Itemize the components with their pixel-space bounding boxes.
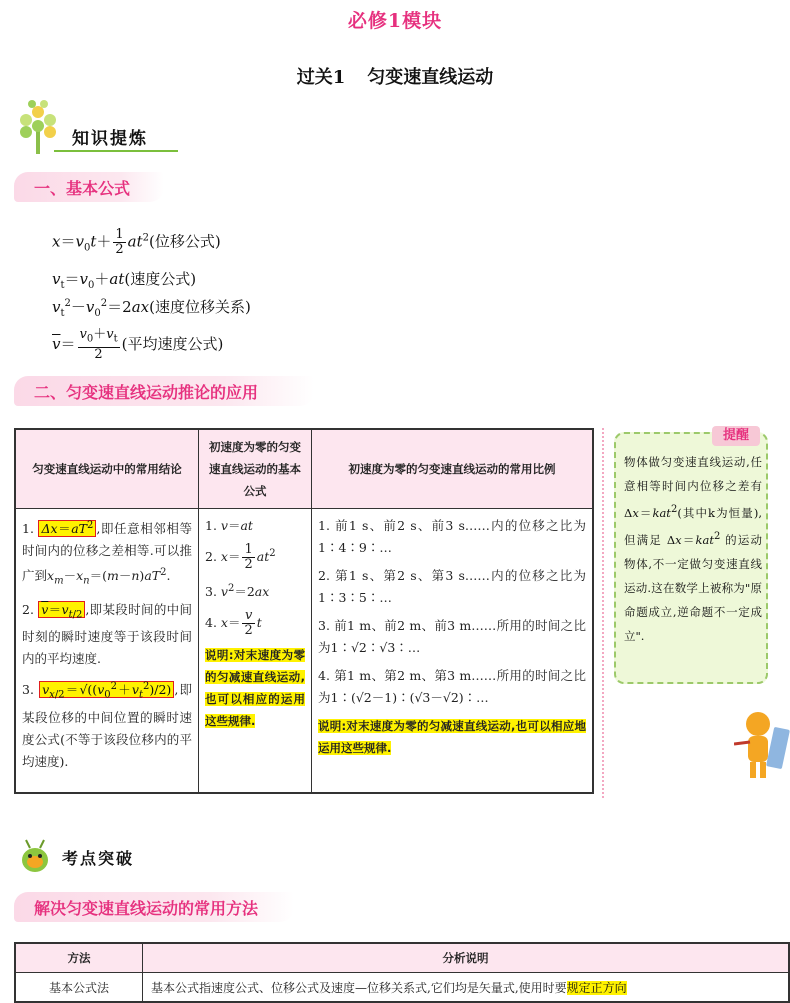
col3-header: 初速度为零的匀变速直线运动的常用比例: [312, 429, 594, 509]
col1-item3: 3. $v_{x/2}=√((v_0^2+v_t^2)/2)$ ,即某段位移的中间位置的瞬时速度公式(不等于该段位移内的平均速度).: [22, 681, 192, 769]
col1-item1: 1. $\Delta x=aT^2$ ,即任意相邻相等时间内的位移之差相等.可以推广到$x_m-x_n=(m-n)aT^2$.: [22, 520, 192, 587]
reminder-box: [614, 428, 768, 684]
formula3-note: (速度位移关系): [149, 298, 251, 316]
knowledge-banner-label: 知识提炼: [72, 129, 148, 149]
analysis-header: 分析说明: [143, 943, 790, 973]
col3-item3: 3. 前1 m、前2 m、前3 m……所用的时间之比为1∶√2∶√3∶…: [318, 618, 586, 655]
col2-item1: 1. v＝at: [205, 518, 253, 533]
bug-mascot-icon: [18, 838, 52, 874]
exam-banner-label: 考点突破: [62, 849, 135, 868]
col3-item4: 4. 第1 m、第2 m、第3 m……所用的时间之比为1∶(√2－1)∶(√3－√2)∶…: [318, 668, 586, 705]
col3-item2: 2. 第1 s、第2 s、第3 s……内的位移之比为1∶3∶5∶…: [318, 568, 586, 605]
col2-header: 初速度为零的匀变速直线运动的基本公式: [199, 429, 312, 509]
col1-header: 匀变速直线运动中的常用结论: [15, 429, 199, 509]
col1-item2: 2. $\overline{v}=v_{t/2}$ ,即某段时间的中间时刻的瞬时速度等于该段时间内的平均速度.: [22, 601, 192, 667]
col3-item1: 1. 前1 s、前2 s、前3 s……内的位移之比为1∶4∶9∶…: [318, 518, 586, 555]
formula-velocity-displacement: $v_t^2-v_0^2=2ax$(速度位移关系): [52, 298, 251, 319]
section2-title: 二、匀变速直线运动推论的应用: [34, 383, 259, 402]
method-header: 方法: [15, 943, 143, 973]
formula1-note: (位移公式): [149, 232, 221, 251]
exam-banner: [18, 838, 168, 878]
col3-cell: [312, 509, 594, 794]
lesson-title: [0, 63, 790, 89]
section1-ribbon: [14, 172, 164, 202]
method-cell: 基本公式法: [15, 973, 143, 1003]
col3-note: 说明:对末速度为零的匀减速直线运动,也可以相应地运用这些规律.: [318, 719, 586, 755]
lesson-number: 过关1: [296, 67, 346, 88]
section2-ribbon: [14, 376, 314, 406]
lesson-name: 匀变速直线运动: [367, 67, 494, 88]
formula4-note: (平均速度公式): [121, 334, 224, 353]
formula-average-velocity: $\overline{v}=$ $\frac{v_0+v_t}{2}$ (平均速度公式): [52, 327, 224, 362]
formula-displacement: $x=v_0t+$ $\frac{1}{2}$ $at^2$(位移公式): [52, 227, 221, 257]
analysis-cell: 基本公式指速度公式、位移公式及速度—位移关系式,它们均是矢量式,使用时要规定正方向: [143, 973, 790, 1003]
section3-ribbon: [14, 892, 294, 922]
col1-cell: [15, 509, 199, 794]
reminder-text: 物体做匀变速直线运动,任意相等时间内位移之差有 Δx＝kat$^2$(其中k为恒量),但满足 Δx＝kat$^2$ 的运动物体,不一定做匀变速直线运动.这在数学上被称为"原命题成立,逆命题不一定成立".: [624, 455, 762, 643]
table-row: [15, 973, 789, 1003]
col2-note: 说明:对末速度为零的匀减速直线运动,也可以相应的运用这些规律.: [205, 648, 305, 729]
formula-velocity: $v_t=v_0+at$(速度公式): [52, 270, 197, 291]
knowledge-banner: [10, 100, 180, 158]
pencil-mascot-icon: [734, 708, 790, 782]
tree-icon: [10, 100, 66, 156]
methods-table: [14, 942, 790, 1003]
divider-line: [602, 428, 606, 798]
col2-item4: 4. x＝ $\frac{v}{2}$ t: [205, 608, 262, 639]
col2-item3: 3. $v^2=2ax$: [205, 583, 270, 600]
highlight-direction: 规定正方向: [566, 980, 627, 995]
formula2-note: (速度公式): [124, 270, 197, 288]
section1-title: 一、基本公式: [34, 179, 131, 198]
module-title: 必修1模块: [347, 10, 443, 32]
section3-title: 解决匀变速直线运动的常用方法: [34, 899, 259, 918]
col2-item2: 2. x＝ $\frac{1}{2}$ $at^2$: [205, 542, 276, 573]
reminder-tag: 提醒: [712, 426, 760, 446]
col2-cell: [199, 509, 312, 794]
corollary-table: [14, 428, 594, 794]
